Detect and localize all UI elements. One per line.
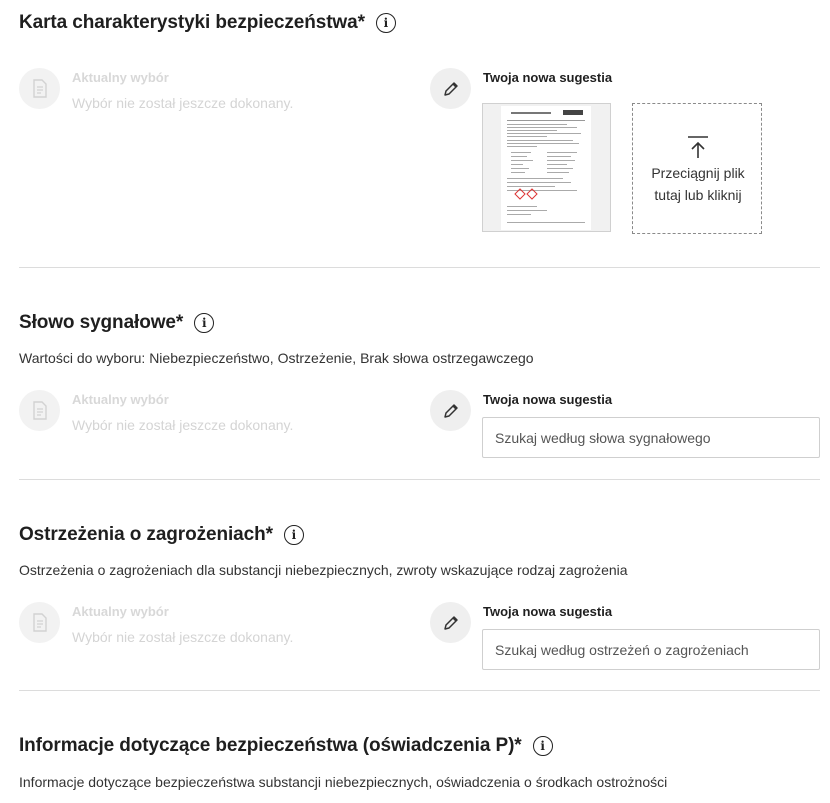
section-title-text: Ostrzeżenia o zagrożeniach*	[19, 524, 273, 545]
section-title-text: Słowo sygnałowe*	[19, 312, 184, 333]
file-dropzone[interactable]	[632, 103, 762, 234]
dropzone-text-line2: tutaj lub kliknij	[654, 187, 742, 203]
hazard-statements-search-input[interactable]	[482, 629, 820, 670]
document-icon	[19, 390, 60, 431]
section-divider	[19, 267, 820, 268]
section-title	[19, 735, 553, 757]
current-selection	[19, 390, 399, 440]
info-icon[interactable]: i	[376, 13, 396, 33]
uploaded-file-thumbnail[interactable]	[482, 103, 611, 232]
section-description: Wartości do wyboru: Niebezpieczeństwo, Ostrzeżenie, Brak słowa ostrzegawczego	[19, 350, 534, 366]
current-selection-value: Wybór nie został jeszcze dokonany.	[72, 95, 294, 111]
section-title	[19, 12, 396, 34]
upload-icon	[685, 134, 711, 160]
current-selection-value: Wybór nie został jeszcze dokonany.	[72, 417, 294, 433]
section-title-text: Informacje dotyczące bezpieczeństwa (oświadczenia P)*	[19, 735, 522, 756]
pencil-icon[interactable]	[430, 602, 471, 643]
section-title-text: Karta charakterystyki bezpieczeństwa*	[19, 12, 365, 33]
pencil-icon[interactable]	[430, 68, 471, 109]
dropzone-text-line1: Przeciągnij plik	[651, 165, 745, 181]
suggestion-label: Twoja nowa sugestia	[483, 70, 613, 85]
section-title	[19, 312, 214, 334]
document-icon	[19, 602, 60, 643]
suggestion-label: Twoja nowa sugestia	[483, 392, 613, 407]
section-description: Ostrzeżenia o zagrożeniach dla substancji niebezpiecznych, zwroty wskazujące rodzaj zagrożenia	[19, 562, 628, 578]
document-icon	[19, 68, 60, 109]
section-title	[19, 524, 304, 546]
section-description: Informacje dotyczące bezpieczeństwa substancji niebezpiecznych, oświadczenia o środkach ostrożności	[19, 774, 668, 790]
current-selection-label: Aktualny wybór	[72, 70, 169, 85]
current-selection-value: Wybór nie został jeszcze dokonany.	[72, 629, 294, 645]
current-selection	[19, 602, 399, 652]
document-preview	[501, 106, 591, 230]
info-icon[interactable]: i	[194, 313, 214, 333]
suggestion-label: Twoja nowa sugestia	[483, 604, 613, 619]
dropzone-text	[633, 162, 763, 206]
info-icon[interactable]: i	[533, 736, 553, 756]
signal-word-search-input[interactable]	[482, 417, 820, 458]
pencil-icon[interactable]	[430, 390, 471, 431]
current-selection-label: Aktualny wybór	[72, 604, 169, 619]
section-divider	[19, 479, 820, 480]
current-selection-label: Aktualny wybór	[72, 392, 169, 407]
info-icon[interactable]: i	[284, 525, 304, 545]
current-selection	[19, 68, 399, 118]
section-divider	[19, 690, 820, 691]
